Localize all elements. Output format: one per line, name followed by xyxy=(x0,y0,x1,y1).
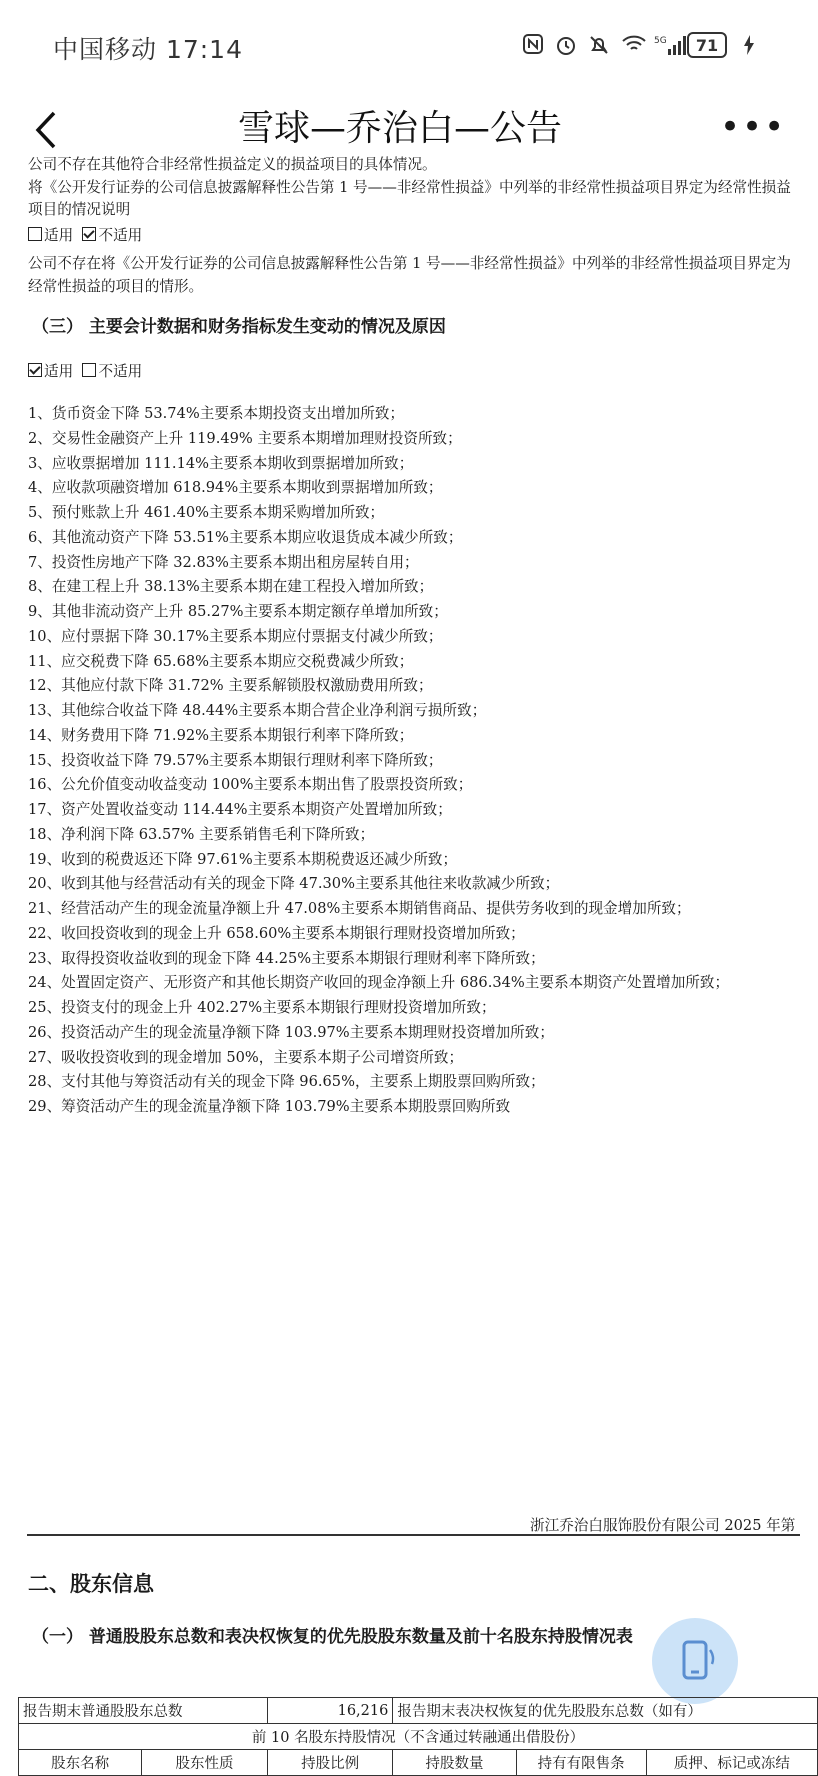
carrier-time: 中国移动 17:14 xyxy=(53,35,243,64)
list-item: 5、预付账款上升 461.40%主要系本期采购增加所致； xyxy=(28,504,385,521)
list-item: 18、净利润下降 63.57% 主要系销售毛利下降所致； xyxy=(28,825,375,843)
list-item: 15、投资收益下降 79.57%主要系本期银行理财利率下降所致； xyxy=(28,751,443,769)
checkbox-checked xyxy=(82,227,96,241)
paragraph-line: 将《公开发行证券的公司信息披露解释性公告第 1 号——非经常性损益》中列举的非经常性损益项目界定为经常性损益 xyxy=(28,179,791,196)
list-item: 20、收到其他与经营活动有关的现金下降 47.30%主要系其他往来收款减少所致； xyxy=(28,875,560,893)
more-button[interactable] xyxy=(720,102,787,158)
list-item: 16、公允价值变动收益变动 100%主要系本期出售了股票投资所致； xyxy=(28,776,473,794)
rotate-screen-button[interactable] xyxy=(652,1618,738,1704)
list-item: 26、投资活动产生的现金流量净额下降 103.97%主要系本期理财投资增加所致； xyxy=(28,1023,554,1041)
table-cell: 报告期末普通股股东总数 xyxy=(19,1698,268,1724)
applicability-choice: 适用 不适用 xyxy=(28,224,142,245)
list-item: 7、投资性房地产下降 32.83%主要系本期出租房屋转自用； xyxy=(28,553,419,571)
table-header-cell: 持股数量 xyxy=(393,1750,516,1776)
list-item: 29、筹资活动产生的现金流量净额下降 103.79%主要系本期股票回购所致 xyxy=(28,1098,511,1115)
list-item: 23、取得投资收益收到的现金下降 44.25%主要系本期银行理财利率下降所致； xyxy=(28,949,545,967)
list-item: 11、应交税费下降 65.68%主要系本期应交税费减少所致； xyxy=(28,652,414,670)
table-header-cell: 股东名称 xyxy=(19,1750,142,1776)
divider xyxy=(27,1534,800,1536)
table-header-cell: 质押、标记或冻结 xyxy=(646,1750,817,1776)
list-item: 25、投资支付的现金上升 402.27%主要系本期银行理财投资增加所致； xyxy=(28,999,496,1016)
list-item: 13、其他综合收益下降 48.44%主要系本期合营企业净利润亏损所致； xyxy=(28,702,487,719)
svg-text:5G: 5G xyxy=(654,36,667,46)
table-row xyxy=(19,1698,818,1724)
table-cell: 前 10 名股东持股情况（不含通过转融通出借股份） xyxy=(19,1724,818,1750)
list-item: 9、其他非流动资产上升 85.27%主要系本期定额存单增加所致； xyxy=(28,603,448,620)
list-item: 8、在建工程上升 38.13%主要系本期在建工程投入增加所致； xyxy=(28,578,434,596)
report-footer: 浙江乔治白服饰股份有限公司 2025 年第 xyxy=(530,1517,796,1534)
checkbox-unchecked xyxy=(28,227,42,241)
table-header-cell: 股东性质 xyxy=(142,1750,268,1776)
subheading: （一） 普通股股东总数和表决权恢复的优先股股东数量及前十名股东持股情况表 xyxy=(32,1627,633,1647)
section-heading-3: （三） 主要会计数据和财务指标发生变动的情况及原因 xyxy=(32,317,446,337)
list-item: 28、支付其他与筹资活动有关的现金下降 96.65%，主要系上期股票回购所致； xyxy=(28,1073,545,1091)
table-row xyxy=(19,1724,818,1750)
paragraph-line: 公司不存在将《公开发行证券的公司信息披露解释性公告第 1 号——非经常性损益》中列举的非经常性损益项目界定为 xyxy=(28,255,791,272)
list-item: 14、财务费用下降 71.92%主要系本期银行利率下降所致； xyxy=(28,726,414,744)
page-title: 雪球—乔治白—公告 xyxy=(237,108,562,149)
list-item: 27、吸收投资收到的现金增加 50%，主要系本期子公司增资所致； xyxy=(28,1048,464,1066)
list-item: 22、收回投资收到的现金上升 658.60%主要系本期银行理财投资增加所致； xyxy=(28,924,525,942)
wifi-icon xyxy=(621,34,643,56)
status-bar xyxy=(0,0,800,92)
alarm-icon xyxy=(555,34,577,56)
list-item: 3、应收票据增加 111.14%主要系本期收到票据增加所致； xyxy=(28,454,414,472)
charging-icon xyxy=(738,34,760,56)
section-title: 二、股东信息 xyxy=(28,1572,154,1596)
applicability-choice: 适用 不适用 xyxy=(28,360,142,381)
more-dots-icon: ••• xyxy=(720,107,787,147)
list-item: 24、处置固定资产、无形资产和其他长期资产收回的现金净额上升 686.34%主要系本期资产处置增加所致； xyxy=(28,974,730,992)
screen-rotate-icon xyxy=(676,1638,716,1684)
mute-icon xyxy=(588,34,610,56)
list-item: 1、货币资金下降 53.74%主要系本期投资支出增加所致； xyxy=(28,405,405,422)
nfc-icon xyxy=(522,34,544,56)
table-header-cell: 持有有限售条 xyxy=(516,1750,646,1776)
checkbox-unchecked xyxy=(82,363,96,377)
document-view[interactable] xyxy=(0,156,800,1765)
list-item: 4、应收款项融资增加 618.94%主要系本期收到票据增加所致； xyxy=(28,479,443,497)
paragraph-line: 公司不存在其他符合非经常性损益定义的损益项目的具体情况。 xyxy=(28,156,437,173)
list-item: 12、其他应付款下降 31.72% 主要系解锁股权激励费用所致； xyxy=(28,677,433,695)
paragraph-line: 项目的情况说明 xyxy=(28,201,131,218)
table-cell: 16,216 xyxy=(267,1698,393,1724)
paragraph-line: 经常性损益的项目的情形。 xyxy=(28,278,204,295)
list-item: 6、其他流动资产下降 53.51%主要系本期应收退货成本减少所致； xyxy=(28,528,463,546)
table-header-row xyxy=(19,1750,818,1776)
list-item: 2、交易性金融资产上升 119.49% 主要系本期增加理财投资所致； xyxy=(28,429,462,447)
table-cell: 报告期末表决权恢复的优先股股东总数（如有） xyxy=(393,1698,818,1724)
table-header-cell: 持股比例 xyxy=(267,1750,393,1776)
list-item: 19、收到的税费返还下降 97.61%主要系本期税费返还减少所致； xyxy=(28,850,458,868)
list-item: 21、经营活动产生的现金流量净额上升 47.08%主要系本期销售商品、提供劳务收到的现金增加所致； xyxy=(28,900,691,917)
5g-signal-icon xyxy=(654,34,676,56)
shareholder-table xyxy=(18,1697,818,1776)
list-item: 10、应付票据下降 30.17%主要系本期应付票据支付减少所致； xyxy=(28,627,443,645)
status-icons xyxy=(522,32,760,58)
list-item: 17、资产处置收益变动 114.44%主要系本期资产处置增加所致； xyxy=(28,801,452,818)
battery-icon: 71 xyxy=(687,32,727,58)
checkbox-checked xyxy=(28,363,42,377)
